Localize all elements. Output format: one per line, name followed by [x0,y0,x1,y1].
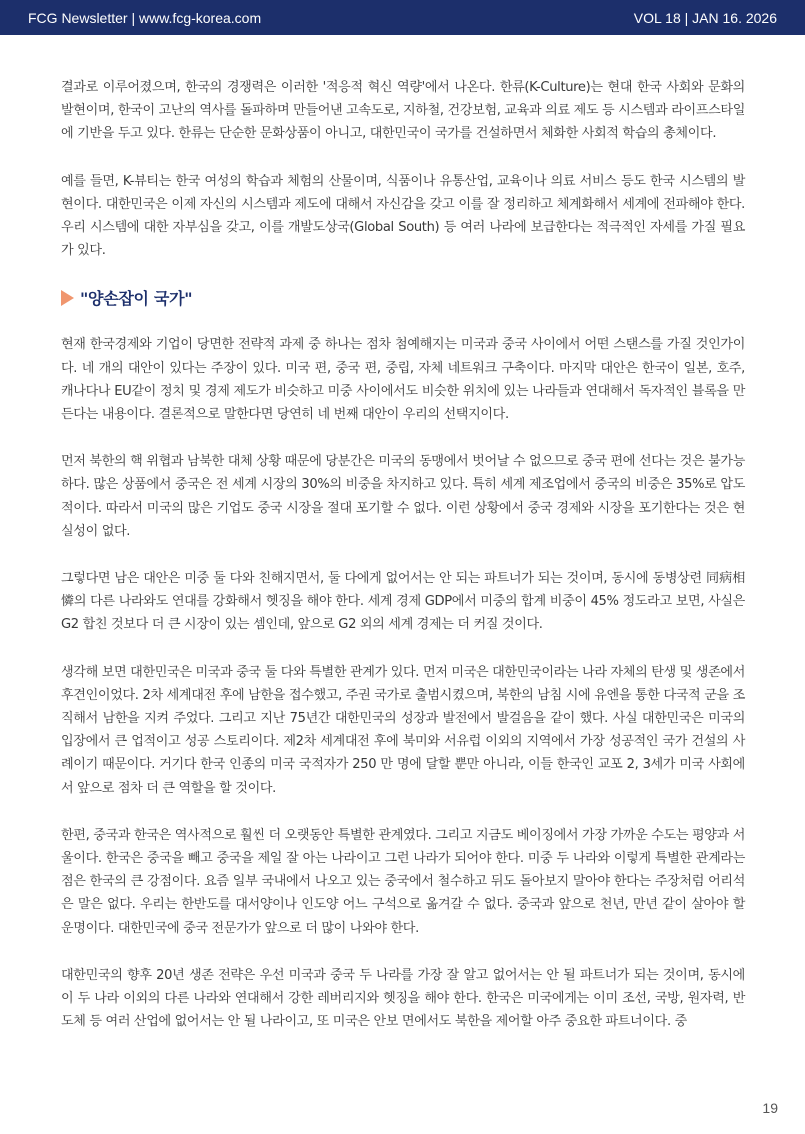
triangle-right-icon [61,290,74,306]
section-heading-text: "양손잡이 국가" [80,289,193,309]
paragraph: 예를 들면, K-뷰티는 한국 여성의 학습과 체험의 산물이며, 식품이나 유통산업, 교육이나 의료 서비스 등도 한국 시스템의 발현이다. 대한민국은 이제 자신의 시스템과 제도에 대해서 자신감을 갖고 이를 잘 정리하고 체계화해서 세계에 전파해야 한다. 우리 시스템에 대한 자부심을 갖고, 이를 개발도상국(Global South) 등 여러 나라에 보급한다는 적극적인 자세를 가질 필요가 있다. [61,173,745,259]
paragraph: 먼저 북한의 핵 위협과 남북한 대체 상황 때문에 당분간은 미국의 동맹에서 벗어날 수 없으므로 중국 편에 선다는 것은 불가능하다. 많은 상품에서 중국은 전 세계 시장의 30%의 비중을 차지하고 있다. 특히 세계 제조업에서 중국의 비중은 35%로 압도적이다. 따라서 미국의 많은 기업도 중국 시장을 절대 포기할 수 없다. 이런 상황에서 중국 경제와 시장을 포기한다는 것은 현실성이 없다. [61,454,745,539]
paragraph: 대한민국의 향후 20년 생존 전략은 우선 미국과 중국 두 나라를 가장 잘 알고 없어서는 안 될 파트너가 되는 것이며, 동시에 이 두 나라 이외의 다른 나라와 연대해서 강한 레버리지와 헷징을 해야 한다. 한국은 미국에게는 이미 조선, 국방, 원자력, 반도체 등 여러 산업에 없어서는 안 될 나라이고, 또 미국은 안보 면에서도 북한을 제어할 아주 중요한 파트너이다. 중 [61,967,745,1030]
paragraph: 생각해 보면 대한민국은 미국과 중국 둘 다와 특별한 관계가 있다. 먼저 미국은 대한민국이라는 나라 자체의 탄생 및 생존에서 후견인이었다. 2차 세계대전 후에 남한을 접수했고, 주권 국가로 출범시켰으며, 북한의 남침 시에 유엔을 통한 다국적 군을 조직해서 남한을 지켜 주었다. 그리고 지난 75년간 대한민국의 성장과 발전에서 발걸음을 같이 했다. 사실 대한민국은 미국의 입장에서 큰 업적이고 성공 스토리이다. 제2차 세계대전 후에 북미와 서유럽 이외의 지역에서 가장 성공적인 국가 건설의 사례이기 때문이다. 거기다 한국 인종의 미국 국적자가 250 만 명에 달할 뿐만 아니라, 이들 한국인 교포 2, 3세가 미국 사회에서 앞으로 점차 더 큰 역할을 할 것이다. [61,664,745,796]
paragraph: 그렇다면 남은 대안은 미중 둘 다와 친해지면서, 둘 다에게 없어서는 안 되는 파트너가 되는 것이며, 동시에 동병상련 同病相憐의 다른 나라와도 연대를 강화해서 헷징을 해야 한다. 세계 경제 GDP에서 미중의 합계 비중이 45% 정도라고 보면, 사실은 G2 합친 것보다 더 큰 시장이 있는 셈인데, 앞으로 G2 외의 세계 경제는 더 커질 것이다. [61,571,745,633]
paragraph: 한편, 중국과 한국은 역사적으로 훨씬 더 오랫동안 특별한 관계였다. 그리고 지금도 베이징에서 가장 가까운 수도는 평양과 서울이다. 한국은 중국을 빼고 중국을 제일 잘 아는 나라이고 그런 나라가 되어야 한다. 미중 두 나라와 이렇게 특별한 관계라는 점은 한국의 큰 강점이다. 요즘 일부 국내에서 나오고 있는 중국에서 철수하고 뒤도 돌아보지 말아야 한다는 주장처럼 어리석은 말은 없다. 우리는 한반도를 대서양이나 인도양 어느 구석으로 옮겨갈 수 없다. 중국과 앞으로 천년, 만년 같이 살아야 할 운명이다. 대한민국에 중국 전문가가 앞으로 더 많이 나와야 한다. [61,827,745,936]
issue-date-label: VOL 18 | JAN 16. 2026 [633,10,777,26]
newsletter-site-label: FCG Newsletter | www.fcg-korea.com [28,10,262,26]
paragraph: 현재 한국경제와 기업이 당면한 전략적 과제 중 하나는 점차 첨예해지는 미국과 중국 사이에서 어떤 스탠스를 가질 것인가이다. 네 개의 대안이 있다는 주장이 있다. 미국 편, 중국 편, 중립, 자체 네트워크 구축이다. 마지막 대안은 한국이 일본, 호주, 캐나다나 EU같이 정치 및 경제 제도가 비슷하고 미중 사이에서도 비슷한 위치에 있는 나라들과 연대해서 독자적인 블록을 만든다는 내용이다. 결론적으로 말한다면 당연히 네 번째 대안이 우리의 선택지이다. [61,337,745,423]
article-body [61,76,745,1058]
section-heading [61,286,745,309]
page-header [0,0,805,35]
page-number: 19 [762,1100,778,1116]
paragraph: 결과로 이루어졌으며, 한국의 경쟁력은 이러한 '적응적 혁신 역량'에서 나온다. 한류(K-Culture)는 현대 한국 사회와 문화의 발현이며, 한국이 고난의 역사를 돌파하며 만들어낸 고속도로, 지하철, 건강보험, 교육과 의료 제도 등 시스템과 라이프스타일에 기반을 두고 있다. 한류는 단순한 문화상품이 아니고, 대한민국이 국가를 건설하면서 체화한 사회적 학습의 총체이다. [61,80,745,142]
